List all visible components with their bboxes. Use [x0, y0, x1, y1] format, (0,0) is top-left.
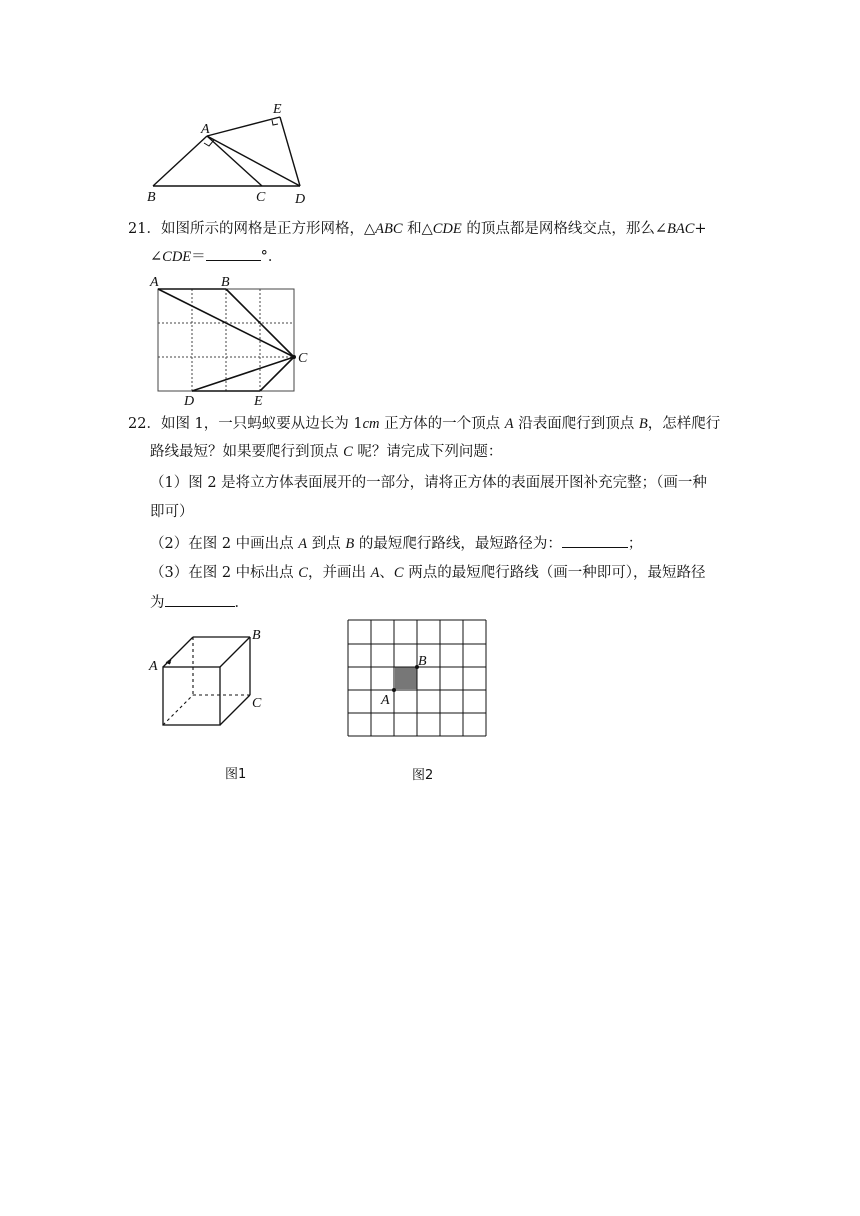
q21-number: 21．: [128, 221, 161, 237]
grid-figure-q21: [145, 274, 320, 409]
triangle-figure-q20: [140, 98, 320, 208]
fig20-label-c: C: [256, 190, 266, 205]
fig20-label-b: B: [147, 190, 156, 205]
fig21-label-a: A: [150, 275, 159, 290]
q21-line-1: 21．如图所示的网格是正方形网格，△ABC 和△CDE 的顶点都是网格线交点，那么∠BAC+: [128, 221, 707, 237]
q22-part3-line-1: （3）在图 2 中标出点 C，并画出 A、C 两点的最短爬行路线（画一种即可），最短路径: [150, 565, 706, 581]
fig2-label-a: A: [381, 693, 390, 708]
fig21-label-e: E: [254, 394, 263, 409]
fig1-label-a: A: [149, 659, 158, 674]
q22-number: 22．: [128, 416, 161, 432]
q22-part1-line-1: （1）图 2 是将立方体表面展开的一部分，请将正方体的表面展开图补充完整；（画一种: [150, 475, 707, 491]
fig21-label-c: C: [298, 351, 308, 366]
fig20-label-e: E: [273, 102, 282, 117]
q21-line-2: ∠CDE＝ °．: [150, 246, 282, 267]
fig20-label-a: A: [201, 122, 210, 137]
q22-part3-answer-blank[interactable]: [165, 592, 235, 607]
q22-line-2: 路线最短？如果要爬行到顶点 C 呢？请完成下列问题：: [150, 444, 503, 460]
grid-figure-2: [340, 612, 500, 787]
q22-part2: （2）在图 2 中画出点 A 到点 B 的最短爬行路线，最短路径为： ；: [150, 533, 642, 554]
cube-figure-1: [145, 622, 275, 787]
fig1-label-c: C: [252, 696, 262, 711]
fig1-caption: 图1: [225, 767, 247, 782]
fig1-label-b: B: [252, 628, 261, 643]
fig21-label-d: D: [184, 394, 195, 409]
q22-part1-line-2: 即可）: [150, 504, 194, 520]
q22-line-1: 22．如图 1，一只蚂蚁要从边长为 1cm 正方体的一个顶点 A 沿表面爬行到顶点 B，怎样爬行: [128, 416, 721, 432]
fig2-label-b: B: [418, 654, 427, 669]
q22-part2-answer-blank[interactable]: [562, 533, 628, 548]
fig21-label-b: B: [221, 275, 230, 290]
q21-answer-blank[interactable]: [206, 246, 261, 261]
fig20-label-d: D: [295, 192, 306, 207]
q22-part3-line-2: 为 ．: [150, 592, 249, 613]
fig2-caption: 图2: [412, 768, 434, 783]
